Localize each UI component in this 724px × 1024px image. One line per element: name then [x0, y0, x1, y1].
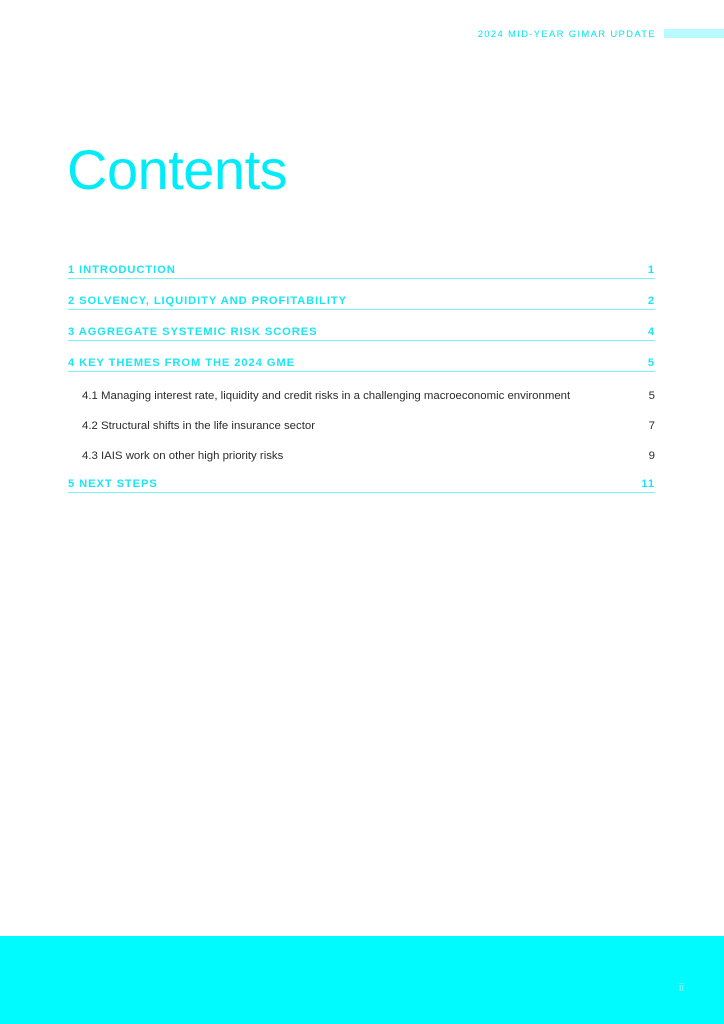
toc-subentry-structural-shifts[interactable]	[68, 410, 655, 432]
toc-entry-introduction[interactable]	[68, 256, 655, 279]
toc-entry-solvency[interactable]	[68, 287, 655, 310]
page-number: ii	[679, 982, 684, 994]
toc-entry-page: 9	[648, 450, 655, 462]
toc-entry-page: 4	[647, 326, 655, 338]
toc-entry-page: 5	[648, 390, 655, 402]
table-of-contents	[68, 256, 655, 501]
toc-entry-label: 4 KEY THEMES FROM THE 2024 GME	[68, 357, 295, 369]
header-accent-bar	[664, 29, 724, 38]
toc-entry-label: 5 NEXT STEPS	[68, 478, 158, 490]
toc-entry-page: 7	[648, 420, 655, 432]
toc-entry-label: 4.3 IAIS work on other high priority risks	[82, 450, 284, 462]
page-title: Contents	[67, 138, 288, 201]
toc-entry-page: 1	[647, 264, 655, 276]
toc-entry-systemic-risk[interactable]	[68, 318, 655, 341]
toc-entry-page: 11	[641, 478, 655, 490]
toc-entry-next-steps[interactable]	[68, 470, 655, 493]
toc-entry-label: 4.2 Structural shifts in the life insurance sector	[82, 420, 315, 432]
toc-subentry-interest-rate[interactable]	[68, 380, 655, 402]
toc-entry-key-themes[interactable]	[68, 349, 655, 372]
toc-subentry-other-risks[interactable]	[68, 440, 655, 462]
toc-entry-page: 2	[647, 295, 655, 307]
footer-band	[0, 936, 724, 1024]
toc-entry-label: 3 AGGREGATE SYSTEMIC RISK SCORES	[68, 326, 318, 338]
toc-entry-label: 4.1 Managing interest rate, liquidity and credit risks in a challenging macroeconomic environment	[82, 390, 571, 402]
running-header: 2024 MID-YEAR GIMAR UPDATE	[477, 29, 656, 40]
toc-entry-label: 2 SOLVENCY, LIQUIDITY AND PROFITABILITY	[68, 295, 347, 307]
toc-entry-label: 1 INTRODUCTION	[68, 264, 176, 276]
toc-entry-page: 5	[647, 357, 655, 369]
